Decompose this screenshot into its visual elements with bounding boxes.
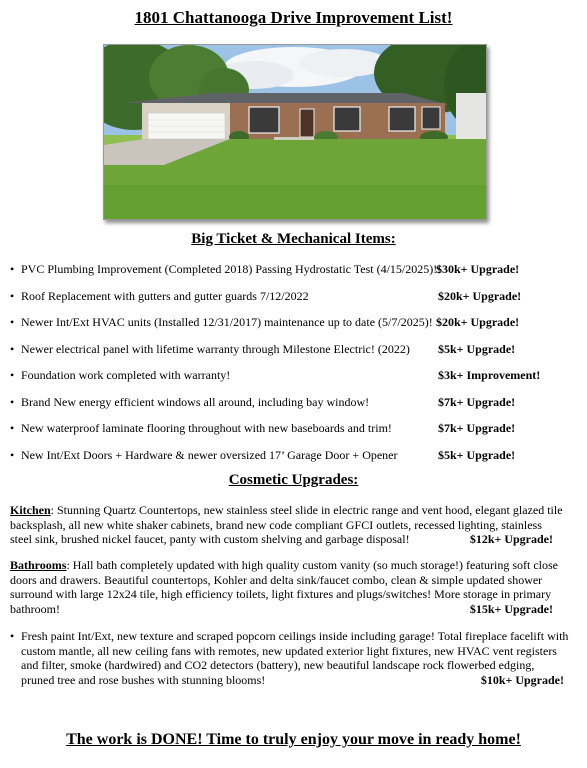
list-item bbox=[10, 448, 580, 475]
bathrooms-text: : Hall bath completely updated with high quality custom vanity (so much storage!) featuring soft close doors and drawers. Beautiful countertops, Kohler and delta sink/faucet combo, clean & simple updated shower surround with large 12x24 tile, high efficiency toilets, light fixtures and plugs/switches! More storage in primary bathroom! bbox=[10, 558, 559, 616]
general-text: Fresh paint Int/Ext, new texture and scraped popcorn ceilings inside including garage! Total fireplace facelift with custom mantle, all new ceiling fans with remotes, new updated exterior light fixtures, new HVAC vent registers and filter, smoke (hardwired) and CO2 detectors (battery), new beautiful landscape rock flowerbed edging, pruned tree and rose bushes with stunning blooms! bbox=[21, 629, 569, 687]
page-title: 1801 Chattanooga Drive Improvement List! bbox=[134, 8, 453, 27]
bullet-icon: • bbox=[10, 447, 15, 462]
bullet-icon: • bbox=[10, 262, 15, 276]
item-amount: $30k+ Upgrade! bbox=[436, 262, 520, 276]
bullet-icon: • bbox=[10, 629, 15, 643]
bathrooms-label: Bathrooms bbox=[10, 558, 67, 572]
bullet-icon: • bbox=[10, 315, 15, 329]
item-amount: $5k+ Upgrade! bbox=[438, 341, 516, 356]
cosmetic-heading: Cosmetic Upgrades: bbox=[228, 472, 359, 488]
item-text: Newer electrical panel with lifetime warranty through Milestone Electric! (2022) bbox=[21, 341, 410, 356]
item-text: PVC Plumbing Improvement (Completed 2018) Passing Hydrostatic Test (4/15/2025)!! bbox=[21, 262, 442, 276]
bullet-icon: • bbox=[10, 368, 15, 382]
bathrooms-paragraph bbox=[10, 558, 563, 616]
list-item bbox=[10, 421, 580, 448]
kitchen-label: Kitchen bbox=[10, 503, 51, 517]
bullet-icon: • bbox=[10, 394, 15, 409]
list-item bbox=[10, 262, 580, 289]
house-photo-image bbox=[104, 45, 486, 219]
item-amount: $5k+ Upgrade! bbox=[438, 447, 516, 462]
general-amount: $10k+ Upgrade! bbox=[480, 672, 564, 687]
item-amount: $20k+ Upgrade! bbox=[436, 315, 520, 329]
item-text: New waterproof laminate flooring throughout with new baseboards and trim! bbox=[21, 421, 392, 435]
item-text: Newer Int/Ext HVAC units (Installed 12/31/2017) maintenance up to date (5/7/2025)! bbox=[21, 315, 433, 329]
bathrooms-amount: $15k+ Upgrade! bbox=[469, 601, 553, 616]
general-paragraph bbox=[10, 629, 570, 687]
list-item bbox=[10, 342, 580, 369]
kitchen-paragraph bbox=[10, 503, 563, 547]
item-amount: $7k+ Upgrade! bbox=[438, 421, 516, 435]
item-amount: $3k+ Improvement! bbox=[438, 368, 541, 382]
item-amount: $7k+ Upgrade! bbox=[438, 394, 516, 409]
footer-banner: The work is DONE! Time to truly enjoy your move in ready home! bbox=[66, 731, 521, 748]
item-amount: $20k+ Upgrade! bbox=[438, 288, 522, 303]
item-text: Brand New energy efficient windows all around, including bay window! bbox=[21, 394, 370, 409]
kitchen-amount: $12k+ Upgrade! bbox=[469, 532, 553, 547]
house-photo bbox=[103, 44, 487, 220]
kitchen-text: : Stunning Quartz Countertops, new stainless steel slide in electric range and vent hood, elegant glazed tile backsplash, all new white shaker cabinets, brand new code compliant GFCI outlets, recessed lighting, stainless steel sink, brushed nickel faucet, panty with custom shelving and garbage disposal! bbox=[10, 503, 563, 547]
item-text: Foundation work completed with warranty! bbox=[21, 368, 231, 382]
bullet-icon: • bbox=[10, 341, 15, 356]
list-item bbox=[10, 289, 580, 316]
big-ticket-list bbox=[10, 262, 580, 474]
list-item bbox=[10, 368, 580, 395]
bullet-icon: • bbox=[10, 421, 15, 435]
list-item bbox=[10, 315, 580, 342]
list-item bbox=[10, 395, 580, 422]
bullet-icon: • bbox=[10, 288, 15, 303]
item-text: New Int/Ext Doors + Hardware & newer oversized 17’ Garage Door + Opener bbox=[21, 447, 398, 462]
big-ticket-heading: Big Ticket & Mechanical Items: bbox=[191, 231, 396, 247]
item-text: Roof Replacement with gutters and gutter guards 7/12/2022 bbox=[21, 288, 309, 303]
